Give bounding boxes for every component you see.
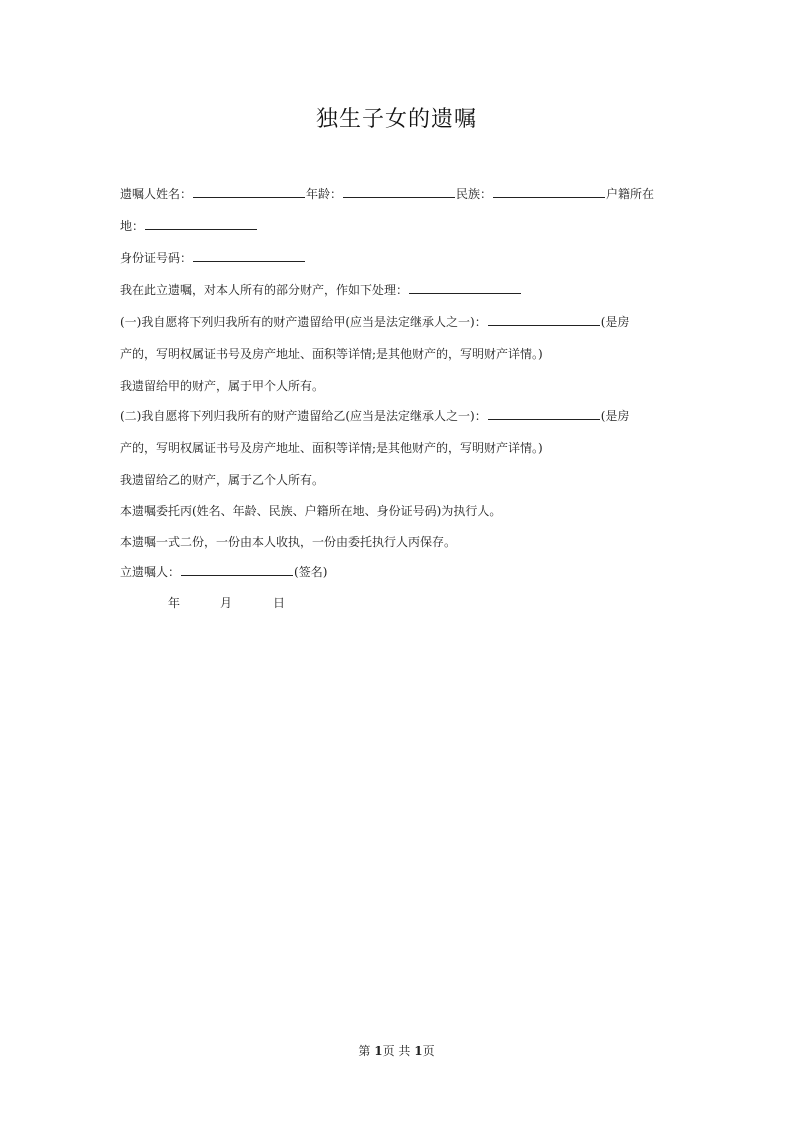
signature-line — [120, 564, 327, 580]
age-label: 年龄： — [306, 187, 343, 201]
name-blank[interactable] — [193, 186, 305, 198]
total-pages: 1 — [414, 1044, 423, 1058]
date-year: 年 — [168, 596, 181, 610]
clause-1-detail: 产的，写明权属证书号及房产地址、面积等详情;是其他财产的，写明财产详情。) — [120, 347, 543, 361]
id-line — [120, 250, 306, 266]
date-month: 月 — [220, 596, 233, 610]
page-footer — [0, 1042, 793, 1059]
clause-1-line — [120, 314, 629, 330]
id-blank[interactable] — [193, 250, 305, 262]
residence-line — [120, 218, 258, 234]
clause-2-blank[interactable] — [488, 408, 600, 420]
clause-1-text: (一)我自愿将下列归我所有的财产遗留给甲(应当是法定继承人之一)： — [120, 315, 487, 329]
clause-1-ownership: 我遗留给甲的财产，属于甲个人所有。 — [120, 379, 325, 393]
testator-info-line — [120, 186, 654, 202]
clause-2-detail: 产的，写明权属证书号及房产地址、面积等详情;是其他财产的，写明财产详情。) — [120, 441, 543, 455]
signature-label: 立遗嘱人： — [120, 565, 181, 579]
footer-prefix: 第 — [358, 1044, 371, 1058]
declaration-text: 我在此立遗嘱，对本人所有的部分财产，作如下处理： — [120, 283, 409, 297]
age-blank[interactable] — [343, 186, 455, 198]
executor-line: 本遗嘱委托丙(姓名、年龄、民族、户籍所在地、身份证号码)为执行人。 — [120, 504, 502, 518]
copies-line: 本遗嘱一式二份，一份由本人收执，一份由委托执行人丙保存。 — [120, 535, 457, 549]
declaration-line — [120, 282, 522, 298]
footer-total-prefix: 共 — [398, 1044, 411, 1058]
residence-label-cont: 地： — [120, 219, 145, 233]
date-day: 日 — [273, 596, 286, 610]
footer-page-suffix: 页 — [382, 1044, 395, 1058]
residence-blank[interactable] — [145, 218, 257, 230]
footer-total-suffix: 页 — [422, 1044, 435, 1058]
clause-2-text: (二)我自愿将下列归我所有的财产遗留给乙(应当是法定继承人之一)： — [120, 409, 487, 423]
current-page: 1 — [374, 1044, 383, 1058]
id-label: 身份证号码： — [120, 251, 193, 265]
residence-label: 户籍所在 — [606, 187, 655, 201]
clause-2-ownership: 我遗留给乙的财产，属于乙个人所有。 — [120, 473, 325, 487]
signature-blank[interactable] — [181, 564, 293, 576]
clause-1-note: (是房 — [600, 315, 630, 329]
document-title: 独生子女的遗嘱 — [315, 107, 477, 132]
name-label: 遗嘱人姓名： — [120, 187, 193, 201]
clause-2-note: (是房 — [600, 409, 630, 423]
declaration-blank[interactable] — [409, 282, 521, 294]
ethnicity-label: 民族： — [456, 187, 493, 201]
signature-note: (签名) — [294, 565, 328, 579]
clause-2-line — [120, 408, 629, 424]
clause-1-blank[interactable] — [488, 314, 600, 326]
ethnicity-blank[interactable] — [493, 186, 605, 198]
